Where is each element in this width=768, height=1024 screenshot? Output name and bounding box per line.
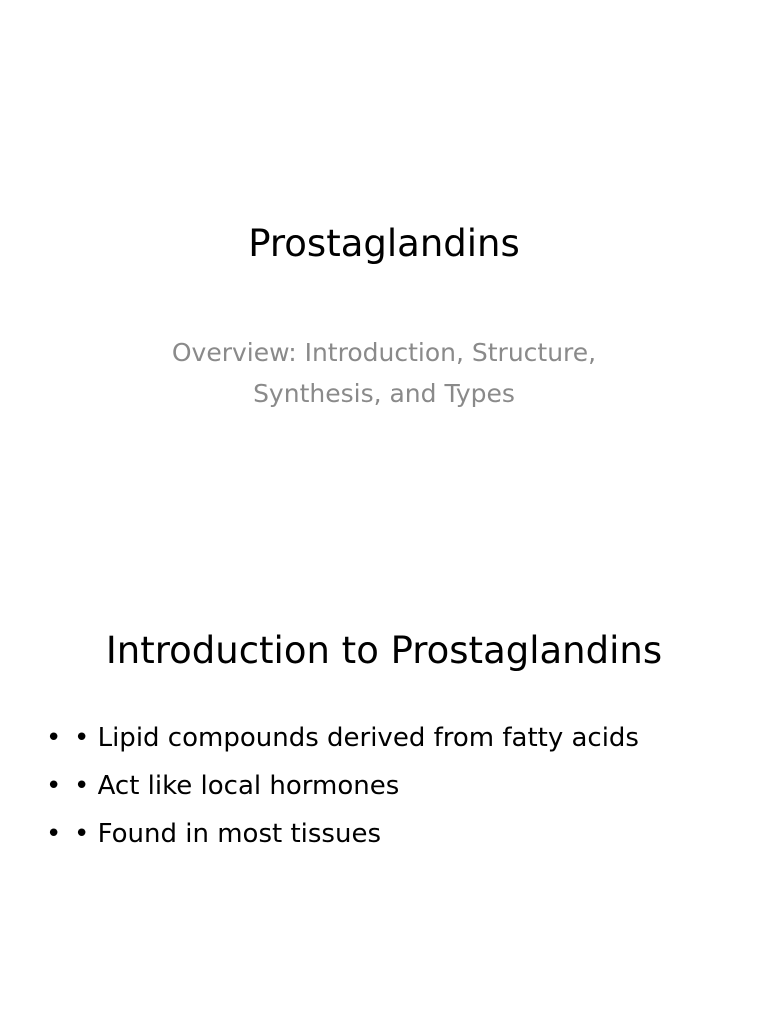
slide-subtitle: Overview: Introduction, Structure, Synthesis, and Types [171,338,597,408]
content-slide [0,512,768,1024]
slide-title: Introduction to Prostaglandins [105,629,663,672]
bullet-marker: • [46,819,62,849]
bullet-item [40,810,740,858]
bullet-text: • Found in most tissues [74,819,381,849]
bullet-list [40,714,740,858]
bullet-marker: • [46,771,62,801]
bullet-text: • Lipid compounds derived from fatty acids [74,723,639,753]
bullet-text: • Act like local hormones [74,771,400,801]
bullet-marker: • [46,723,62,753]
bullet-item [40,762,740,810]
bullet-item [40,714,740,762]
slide-title: Prostaglandins [248,222,520,265]
